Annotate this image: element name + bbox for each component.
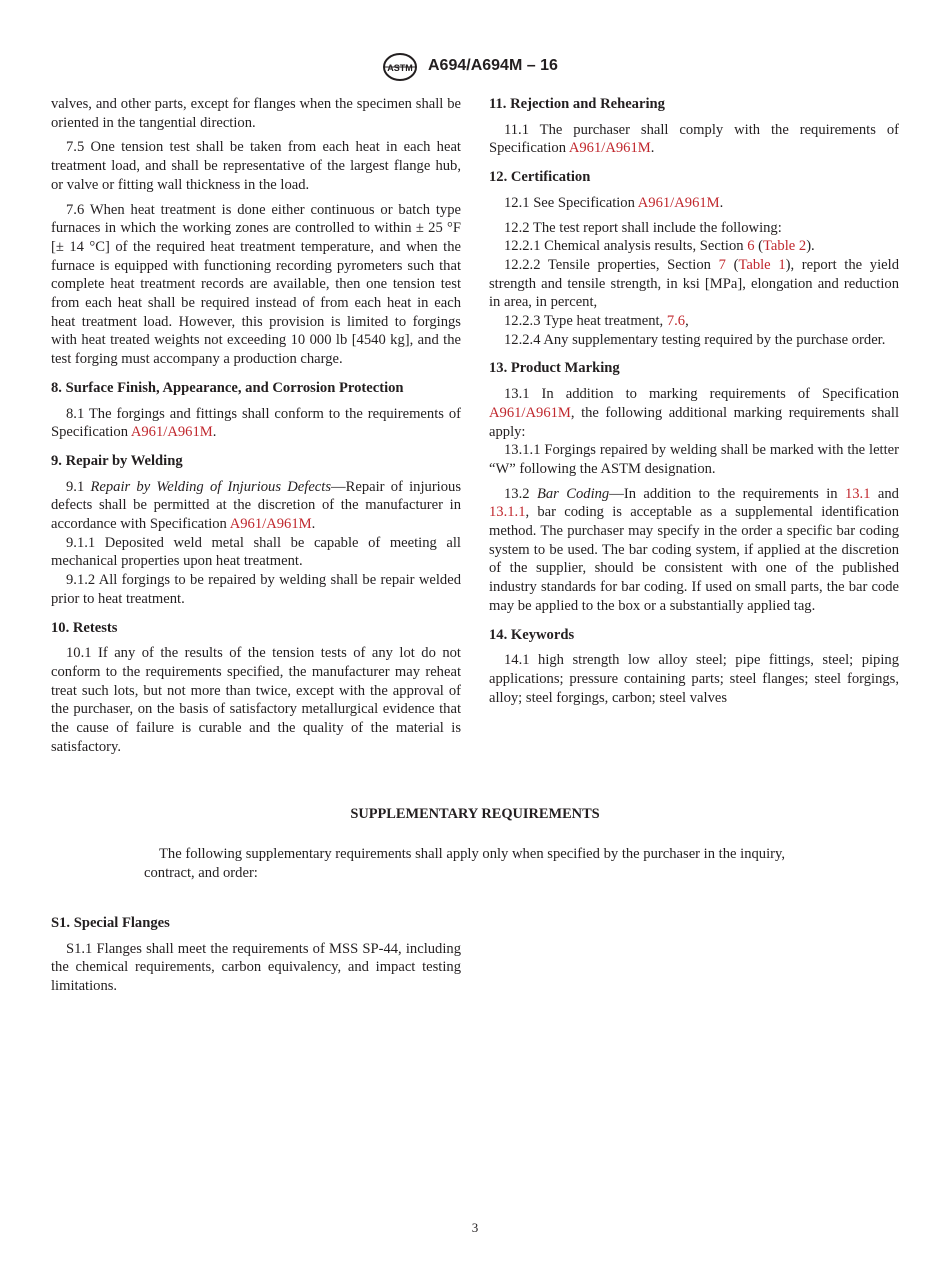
paragraph-12-2: 12.2 The test report shall include the following: bbox=[504, 219, 782, 236]
astm-logo bbox=[382, 52, 418, 82]
paragraph-9-1-2: 9.1.2 All forgings to be repaired by welding shall be repair welded prior to heat treatment. bbox=[51, 572, 461, 607]
section-heading-14: 14. Keywords bbox=[489, 626, 575, 643]
link-a961[interactable]: A961/A961M bbox=[489, 404, 571, 421]
paragraph-12-2-1: 12.2.1 Chemical analysis results, Section 6 (Table 2). bbox=[504, 238, 815, 255]
link-section-6[interactable]: 6 bbox=[747, 238, 755, 255]
link-7-6[interactable]: 7.6 bbox=[666, 313, 686, 330]
supplementary-intro bbox=[144, 845, 819, 888]
link-a961[interactable]: A961/A961M bbox=[130, 424, 213, 441]
link-a961[interactable]: A961/A961M bbox=[637, 194, 720, 211]
paragraph-9-1: 9.1 Repair by Welding of Injurious Defects—Repair of injurious defects shall be permitted at the discretion of the manufacturer in accordance with Specification A961/A961M. bbox=[51, 478, 462, 533]
paragraph-7-4-continued: valves, and other parts, except for flanges when the specimen shall be oriented in the tangential direction. bbox=[51, 96, 461, 131]
paragraph-9-1-1: 9.1.1 Deposited weld metal shall be capable of meeting all mechanical properties upon heat treatment. bbox=[51, 534, 461, 570]
paragraph-12-1: 12.1 See Specification A961/A961M. bbox=[504, 194, 724, 211]
section-heading-13: 13. Product Marking bbox=[489, 360, 620, 377]
svg-text:ASTM: ASTM bbox=[387, 63, 413, 73]
paragraph-12-2-4: 12.2.4 Any supplementary testing required by the purchase order. bbox=[504, 331, 886, 348]
paragraph-8-1: 8.1 The forgings and fittings shall conform to the requirements of Specification A961/A961M. bbox=[51, 405, 461, 441]
paragraph-12-2-3: 12.2.3 Type heat treatment, 7.6, bbox=[504, 313, 689, 330]
link-a961[interactable]: A961/A961M bbox=[229, 516, 312, 533]
section-heading-12: 12. Certification bbox=[489, 169, 591, 186]
supplementary-title: SUPPLEMENTARY REQUIREMENTS bbox=[350, 806, 600, 822]
supplementary-intro-text: The following supplementary requirements shall apply only when specified by the purchaser in the inquiry, contract, and order: bbox=[144, 846, 786, 881]
paragraph-12-2-2: 12.2.2 Tensile properties, Section 7 (Table 1), report the yield strength and tensile strength, in ksi [MPa], elongation and reduction in area, in percent, bbox=[489, 256, 899, 311]
paragraph-7-6: 7.6 When heat treatment is done either continuous or batch type furnaces in which the working zones are controlled to within ± 25 °F [± 14 °C] of the required heat treatment temperature, and when the furnace is equipped with functioning recording pyrometers such that complete heat treatment records are available, then one tension test from each heat shall be required instead of from each heat in each heat treatment load. However, this provision is limited to forgings with heat treated weights not exceeding 10 000 lb [4540 kg], and the test forging must accompany a production charge. bbox=[51, 201, 461, 368]
section-heading-9: 9. Repair by Welding bbox=[51, 452, 183, 469]
paragraph-s1-1: S1.1 Flanges shall meet the requirements of MSS SP-44, including the chemical requirements, carbon equivalency, and impact testing limitations. bbox=[51, 940, 461, 995]
paragraph-7-5: 7.5 One tension test shall be taken from each heat in each heat treatment load, and shall be representative of the largest flange hub, or valve or fitting wall thickness in the load. bbox=[51, 139, 461, 193]
link-section-7[interactable]: 7 bbox=[718, 256, 726, 273]
paragraph-14-1: 14.1 high strength low alloy steel; pipe fittings, steel; piping applications; pressure containing parts; steel flanges; steel forgings, alloy; steel forgings, carbon; steel valves bbox=[489, 652, 899, 706]
section-heading-11: 11. Rejection and Rehearing bbox=[489, 96, 665, 112]
paragraph-13-2: 13.2 Bar Coding—In addition to the requirements in 13.1 and 13.1.1, bar coding is acceptable as a supplemental identification method. The purchaser may specify in the order a specific bar coding system to be used. The bar coding system, if applied at the discretion of the supplier, should be consistent with one of the published industry standards for bar coding. If used on small parts, the bar code may be applied to the box or a substantially applied tag. bbox=[489, 485, 899, 614]
section-heading-8: 8. Surface Finish, Appearance, and Corrosion Protection bbox=[51, 379, 404, 396]
section-heading-s1: S1. Special Flanges bbox=[51, 915, 170, 931]
supplementary-s1 bbox=[51, 914, 461, 1002]
document-designation: A694/A694M – 16 bbox=[428, 57, 558, 74]
right-column bbox=[489, 95, 899, 713]
paragraph-13-1-1: 13.1.1 Forgings repaired by welding shall be marked with the letter “W” following the ASTM designation. bbox=[489, 442, 899, 477]
link-13-1[interactable]: 13.1 bbox=[844, 485, 871, 502]
link-table-1[interactable]: Table 1 bbox=[738, 256, 786, 273]
left-column bbox=[51, 95, 461, 763]
page-number: 3 bbox=[471, 1220, 479, 1235]
link-table-2[interactable]: Table 2 bbox=[763, 238, 807, 255]
section-heading-10: 10. Retests bbox=[51, 619, 118, 636]
paragraph-11-1: 11.1 The purchaser shall comply with the requirements of Specification A961/A961M. bbox=[489, 121, 899, 157]
link-a961[interactable]: A961/A961M bbox=[568, 140, 651, 157]
page-header bbox=[0, 52, 950, 84]
paragraph-10-1: 10.1 If any of the results of the tension tests of any lot do not conform to the requirements specified, the manufacturer may reheat treat such lots, but not more than twice, except with the approval of the purchaser, on the basis of satisfactory metallurgical evidence that the cause of failure is curable and the quality of the material is satisfactory. bbox=[51, 645, 461, 755]
link-13-1-1[interactable]: 13.1.1 bbox=[489, 504, 526, 521]
paragraph-13-1: 13.1 In addition to marking requirements of Specification A961/A961M, the following additional marking requirements shall apply: bbox=[489, 386, 899, 440]
